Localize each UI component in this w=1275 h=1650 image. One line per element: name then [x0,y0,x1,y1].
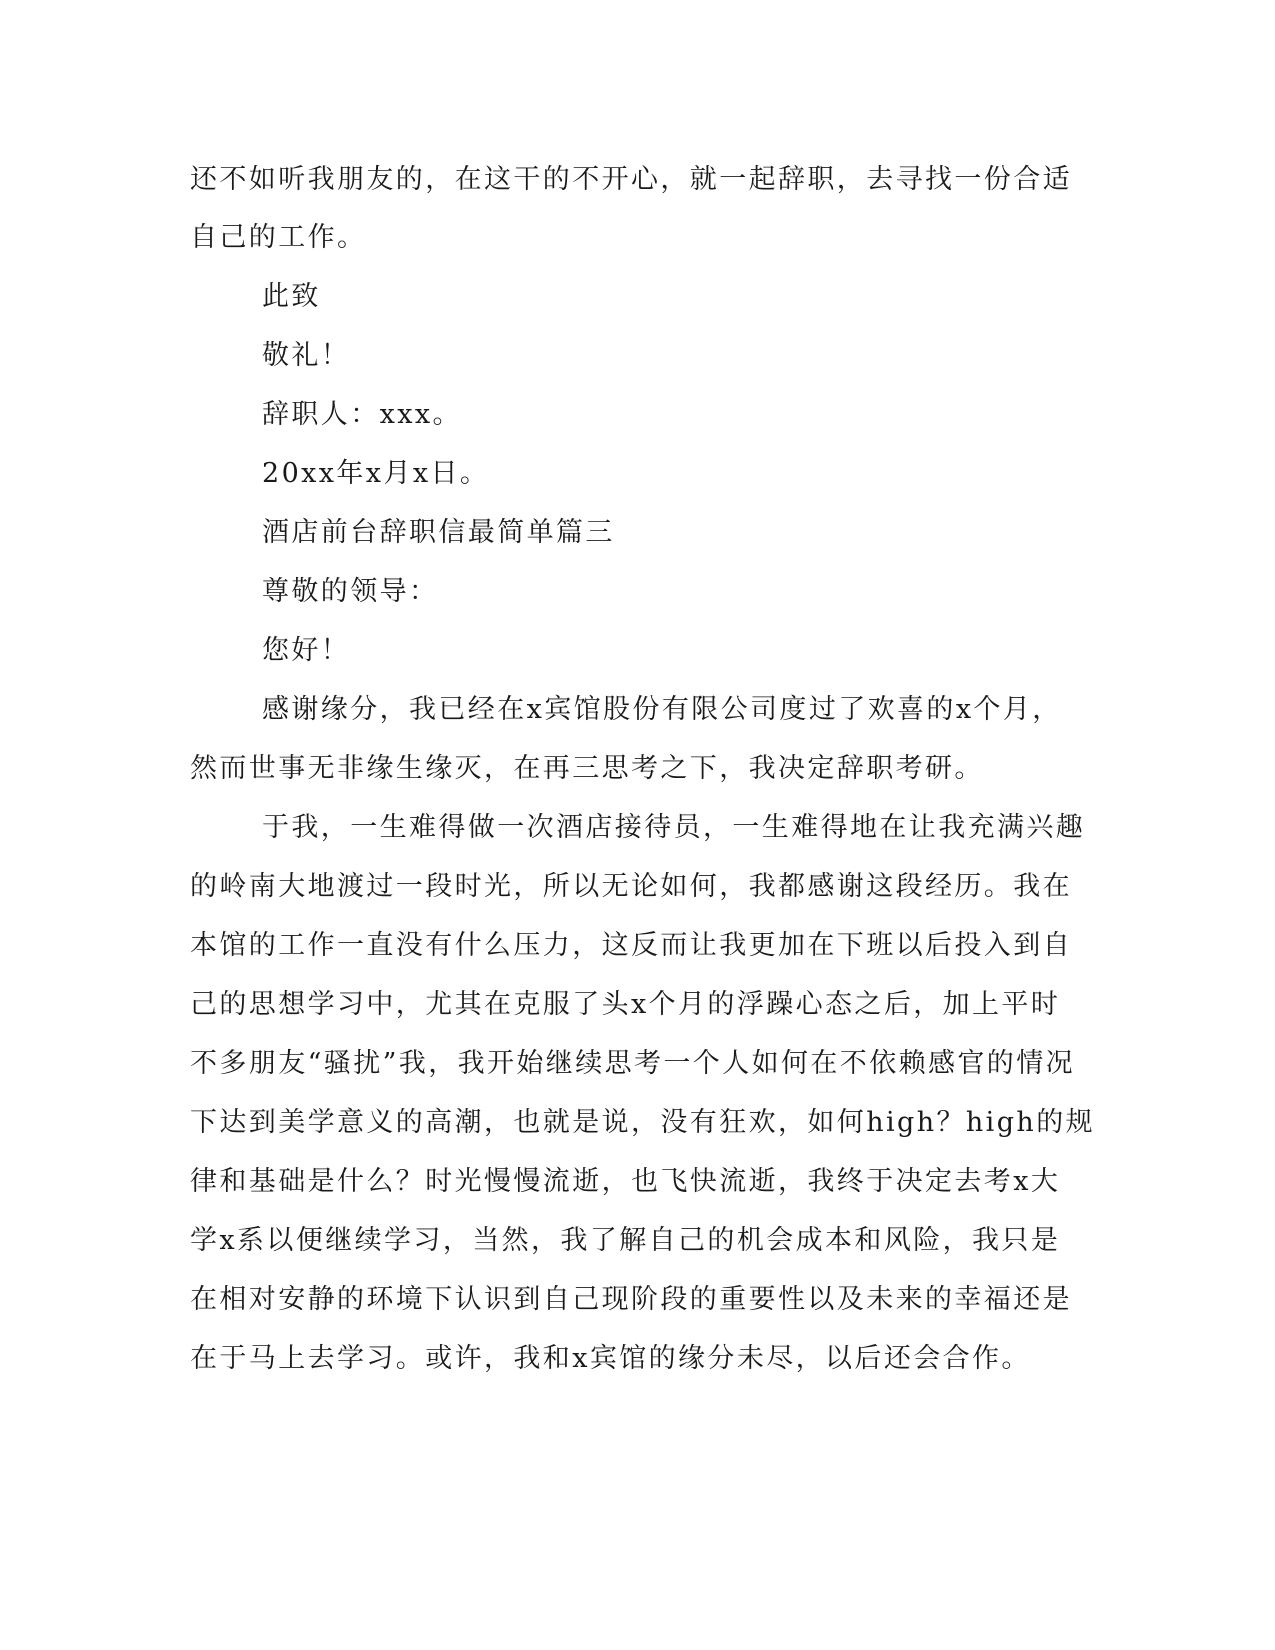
paragraph-line: 己的思想学习中，尤其在克服了头x个月的浮躁心态之后，加上平时 [190,989,1061,1020]
date-line: 20xx年x月x日。 [262,458,490,489]
closing-salutation: 此致 [262,281,321,312]
section-title: 酒店前台辞职信最简单篇三 [262,517,615,548]
paragraph-line: 不多朋友“骚扰”我，我开始继续思考一个人如何在不依赖感官的情况 [190,1048,1076,1079]
paragraph-line: 在于马上去学习。或许，我和x宾馆的缘分未尽，以后还会合作。 [190,1343,1031,1374]
greeting-line: 您好！ [262,635,351,666]
paragraph-line: 感谢缘分，我已经在x宾馆股份有限公司度过了欢喜的x个月， [262,694,1062,725]
paragraph-line: 的岭南大地渡过一段时光，所以无论如何，我都感谢这段经历。我在 [190,871,1072,902]
paragraph-line: 于我，一生难得做一次酒店接待员，一生难得地在让我充满兴趣 [262,812,1086,843]
paragraph-line: 律和基础是什么？时光慢慢流逝，也飞快流逝，我终于决定去考x大 [190,1166,1061,1197]
paragraph-line: 在相对安静的环境下认识到自己现阶段的重要性以及未来的幸福还是 [190,1284,1072,1315]
paragraph-line: 学x系以便继续学习，当然，我了解自己的机会成本和风险，我只是 [190,1225,1061,1256]
paragraph-line: 然而世事无非缘生缘灭，在再三思考之下，我决定辞职考研。 [190,753,984,784]
greeting-line: 尊敬的领导： [262,576,439,607]
paragraph-line: 自己的工作。 [190,222,367,253]
paragraph-line: 本馆的工作一直没有什么压力，这反而让我更加在下班以后投入到自 [190,930,1072,961]
paragraph-line: 还不如听我朋友的，在这干的不开心，就一起辞职，去寻找一份合适 [190,164,1072,195]
closing-regards: 敬礼！ [262,340,351,371]
signer-line: 辞职人：xxx。 [262,399,462,430]
paragraph-line: 下达到美学意义的高潮，也就是说，没有狂欢，如何high？high的规 [190,1107,1095,1138]
